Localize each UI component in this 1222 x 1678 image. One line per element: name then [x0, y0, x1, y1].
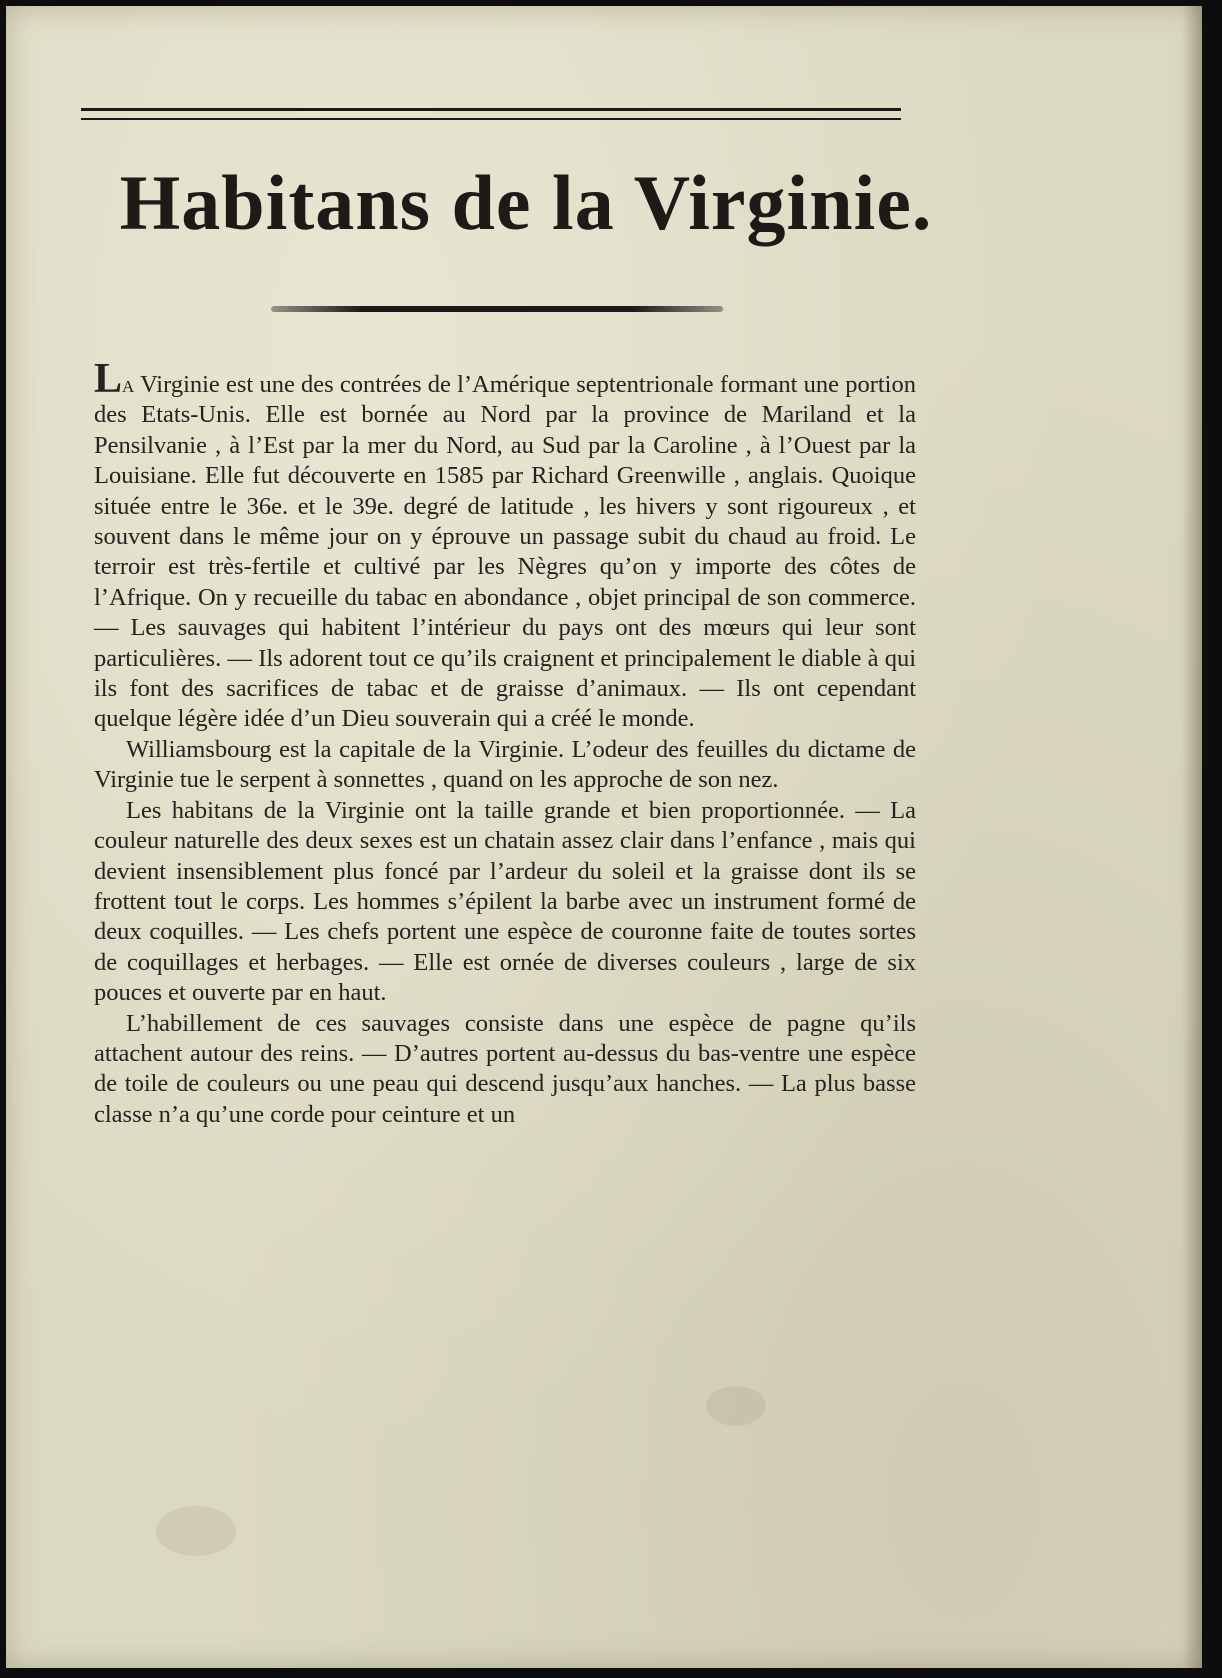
paragraph-williamsbourg: Williamsbourg est la capitale de la Virginie. L’odeur des feuilles du dictame de Virginie tue le serpent à sonnettes , quand on les approche de son nez.	[94, 735, 916, 794]
title-ornament-rule	[271, 306, 723, 312]
paper-stain	[706, 1386, 766, 1426]
page-edge-shadow	[1182, 6, 1202, 1668]
paragraph-virginie-geography	[94, 358, 916, 735]
paragraph-text: Virginie est une des contrées de l’Amérique septentrionale formant une portion des Etats-Unis. Elle est bornée au Nord par la province de Mariland et la Pensilvanie , à l’Est par la mer du Nord, au Sud par la Caroline , à l’Ouest par la Louisiane. Elle fut découverte en 1585 par Richard Greenwille , anglais. Quoique située entre le 36e. et le 39e. degré de latitude , les hivers y sont rigoureux , et souvent dans le même jour on y éprouve un passage subit du chaud au froid. Le terroir est très-fertile et cultivé par les Nègres qu’on y importe des côtes de l’Afrique. On y recueille du tabac en abondance , objet principal de son commerce. — Les sauvages qui habitent l’intérieur du pays ont des mœurs qui leur sont particulières. — Ils adorent tout ce qu’ils craignent et principalement le diable à qui ils font des sacrifices de tabac et de graisse d’animaux. — Ils ont cependant quelque légère idée d’un Dieu souverain qui a créé le monde.	[94, 371, 916, 733]
paper-stain	[156, 1506, 236, 1556]
top-double-rule	[81, 108, 901, 120]
drop-cap: L	[94, 356, 123, 402]
book-page	[6, 6, 1202, 1668]
lead-smallcaps: a	[122, 371, 135, 398]
paragraph-habitans: Les habitans de la Virginie ont la taille grande et bien proportionnée. — La couleur naturelle des deux sexes est un chatain assez clair dans l’enfance , mais qui devient insensiblement plus foncé par l’ardeur du soleil et la graisse dont ils se frottent tout le corps. Les hommes s’épilent la barbe avec un instrument formé de deux coquilles. — Les chefs portent une espèce de couronne faite de toutes sortes de coquillages et herbages. — Elle est ornée de diverses couleurs , large de six pouces et ouverte par en haut.	[94, 796, 916, 1007]
article-body	[94, 358, 916, 1130]
paragraph-habillement: L’habillement de ces sauvages consiste dans une espèce de pagne qu’ils attachent autour des reins. — D’autres portent au-dessus du bas-ventre une espèce de toile de couleurs ou une peau qui descend jusqu’aux hanches. — La plus basse classe n’a qu’une corde pour ceinture et un	[94, 1009, 916, 1128]
page-title: Habitans de la Virginie.	[119, 159, 933, 246]
